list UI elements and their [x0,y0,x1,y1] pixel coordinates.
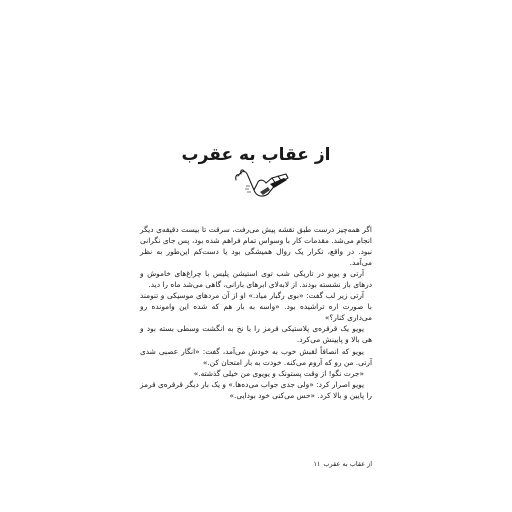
paragraph: آرتی و یویو در تاریکی شب توی استیشن پلیس با چراغ‌های خاموش و درهای باز نشسته بودند. از لابه‌لای ابرهای بارانی، گاهی می‌شد ماه را دید. [140,269,372,290]
paragraph: «جرت نگو! از وقت پستونک و یویوی من خیلی گذشته.» [193,368,364,378]
chapter-illustration [232,166,292,202]
page-number: ۱۱ [313,460,321,468]
paragraph: یویو یک قرقره‌ی پلاستیکی قرمز را با نخ به انگشت وسطی بسته بود و هی بالا و پایینش می‌کرد. [140,324,372,345]
paragraph: اگر همه‌چیز درست طبق نقشه پیش می‌رفت، سرقت تا بیست دقیقه‌ی دیگر انجام می‌شد. مقدمات کار با وسواس تمام فراهم شده بود، پس جای نگرانی نبود. در واقع، تکرار یک روال همیشگی بود یا دست‌کم این‌طور به نظر می‌آمد. [140,225,372,268]
chapter-body [140,224,372,401]
chapter-title: از عقاب به عقرب [181,145,331,166]
paragraph: یویو که انصافاً لقبش خوب به خودش می‌آمد، گفت: «انگار عصبی شدی آرتی. من رو که آروم می‌کنه. خودت به بار امتحان کن.» [140,346,372,367]
running-title: از عقاب به عقرب [323,460,372,468]
page-footer [300,460,372,468]
paragraph: آرتی زیر لب گفت: «بوی رگبار میاد.» او از آن مردهای موسیکی و تنومند با صورت اره تراشیده بود. «واسه به بار هم که شده این وامونده رو می‌داری کنار؟» [140,291,372,323]
paragraph: یویو اصرار کرد: «ولی جدی جواب می‌ده‌ها.» و یک بار دیگر قرقره‌ی قرمز را پایین و بالا کرد. «حس می‌کنی خود بودایی.» [140,379,372,400]
